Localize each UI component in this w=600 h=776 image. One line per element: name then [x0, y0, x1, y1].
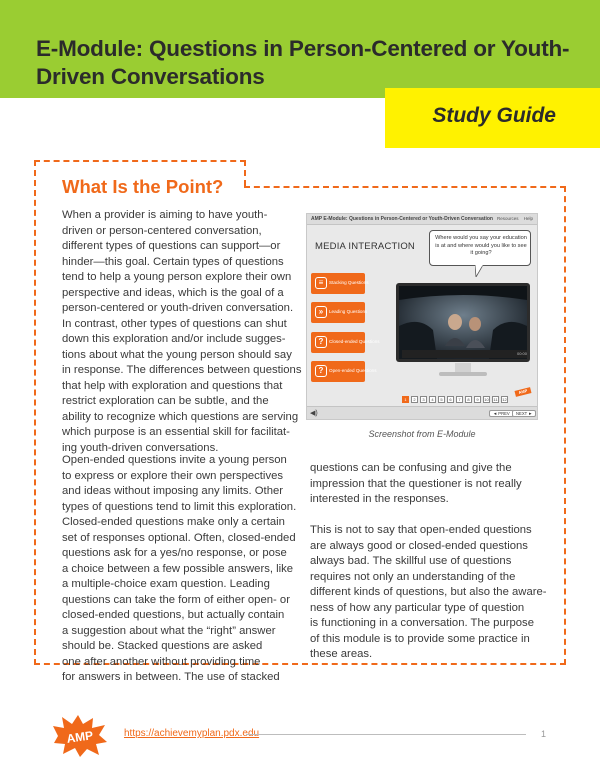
menu-label: Leading Questions: [329, 309, 368, 314]
text-line: driven or person-centered conversation,: [62, 224, 262, 237]
video-frame: [399, 286, 527, 359]
text-line: In contrast, other types of questions can shut: [62, 317, 287, 330]
monitor-frame: [396, 283, 530, 362]
text-line: ing youth-driven conversations.: [62, 441, 219, 454]
resources-link: Resources: [496, 216, 519, 221]
text-line: types of questions tend to limit this exploration.: [62, 500, 297, 513]
text-line: in response. The differences between questions: [62, 364, 302, 376]
text-line: restrict exploration can be subtle, and the: [62, 395, 269, 407]
text-line: ability to recognize which questions are serving: [62, 410, 299, 423]
text-line: questions can take the form of either open- or: [62, 593, 290, 606]
menu-label: Closed-ended Questions: [329, 339, 380, 344]
amp-mini-logo: AMP: [515, 387, 532, 397]
text-line: which purpose is an essential skill for facilitat-: [62, 426, 290, 438]
text-line: of this module is to provide some practice in: [310, 632, 530, 645]
page-square: 4: [429, 396, 436, 403]
stacking-icon: ≡: [315, 277, 327, 289]
dashed-border-right: [564, 186, 566, 665]
dashed-border-top-right: [244, 186, 566, 188]
text-line: This is not to say that open-ended questions: [310, 524, 532, 536]
screenshot-links: [493, 216, 533, 221]
page-number: 1: [541, 729, 547, 739]
text-line: questions can be confusing and give the: [310, 462, 512, 474]
stacked-questions-paragraph: [310, 461, 550, 508]
text-line: a multiple-choice exam question. Leading: [62, 578, 270, 590]
study-guide-band: [385, 88, 600, 148]
website-link[interactable]: https://achievemyplan.pdx.edu: [124, 728, 260, 739]
text-line: interested in the responses.: [310, 493, 449, 505]
amp-logo: [52, 714, 108, 758]
page-square: 9: [474, 396, 481, 403]
intro-paragraph: [62, 208, 302, 456]
menu-stacking-questions: [311, 273, 369, 294]
text-line: a choice between a few possible answers, like: [62, 562, 294, 575]
bubble-tail-icon: [475, 265, 483, 277]
text-line: a suggestion about what the “right” answer: [62, 624, 276, 637]
closed-question-icon: ?: [315, 336, 327, 348]
question-types-paragraph: [62, 453, 302, 686]
speaker-icon: ◀): [310, 410, 318, 417]
document-title: E-Module: Questions in Person-Centered or Youth-Driven Conversations: [36, 36, 570, 89]
text-line: closed-ended questions, but actually contain: [62, 609, 285, 621]
text-line: tions about what the young person should say: [62, 348, 292, 361]
purpose-paragraph: [310, 523, 550, 663]
page-square: 8: [465, 396, 472, 403]
car-interior-video-icon: [399, 286, 527, 359]
page-square: 11: [493, 397, 498, 402]
page-square: 6: [447, 396, 454, 403]
study-guide-label: Study Guide: [432, 104, 556, 127]
page-square: 3: [420, 396, 427, 403]
text-line: Open-ended questions invite a young person: [62, 454, 287, 466]
menu-leading-questions: [311, 302, 368, 323]
text-line: are always good or closed-ended questions: [310, 539, 528, 552]
text-line: these areas.: [310, 648, 373, 660]
text-line: requires not only an understanding of the: [310, 570, 516, 583]
text-line: impression that the questioner is not really: [310, 477, 522, 490]
open-question-icon: ?: [315, 365, 327, 377]
screenshot-footer-bar: [307, 406, 537, 419]
text-line: hinder—this goal. Certain types of questions: [62, 255, 284, 268]
header-band: [0, 0, 600, 98]
page-square: 1: [402, 396, 409, 403]
text-line: different kinds of questions, but also the aware-: [310, 586, 547, 598]
text-line: person-centered or youth-driven conversation.: [62, 302, 294, 314]
text-line: different types of questions can support—or: [62, 240, 281, 252]
dashed-border-step: [244, 160, 246, 186]
text-line: down this exploration and/or include sugges-: [62, 333, 286, 345]
text-line: ness of how any particular type of question: [310, 601, 525, 614]
page-square: 12: [502, 397, 507, 402]
dashed-border-left: [34, 160, 36, 665]
section-heading: What Is the Point?: [62, 176, 224, 197]
monitor-base: [439, 372, 487, 376]
text-line: that help with exploration and questions that: [62, 379, 283, 392]
text-line: always bad. The skillful use of questions: [310, 555, 512, 567]
text-line: is functioning in a conversation. The purpose: [310, 617, 534, 629]
svg-text:AMP: AMP: [65, 728, 95, 746]
footer-divider: [246, 734, 526, 735]
video-controls: [402, 350, 527, 358]
screenshot-title: AMP E-Module: Questions in Person-Centered or Youth-Driven Conversation: [311, 216, 493, 222]
media-interaction-label: MEDIA INTERACTION: [315, 241, 415, 252]
page-square: 10: [484, 397, 489, 402]
leading-icon: »: [315, 306, 327, 318]
page-square: 5: [438, 396, 445, 403]
menu-closed-ended-questions: [311, 332, 380, 353]
page-square: 2: [411, 396, 418, 403]
menu-open-ended-questions: [311, 361, 377, 382]
page-square: 7: [456, 396, 463, 403]
help-link: Help: [523, 216, 533, 221]
menu-label: Stacking Questions: [329, 280, 369, 285]
menu-label: Open-ended Questions: [329, 368, 377, 373]
text-line: for answers in between. The use of stacked: [62, 671, 280, 683]
text-line: one after another without providing time: [62, 655, 261, 668]
text-line: When a provider is aiming to have youth-: [62, 209, 268, 221]
bubble-text: Where would you say your education is at and where would you like to see it going?: [435, 235, 527, 256]
text-line: tend to help a young person explore their own: [62, 271, 292, 283]
text-line: and ideas without imposing any limits. Other: [62, 485, 284, 497]
dashed-border-top: [34, 160, 246, 162]
emodule-screenshot: [306, 213, 538, 420]
text-line: Closed-ended questions make only a certain: [62, 516, 285, 528]
speech-bubble: [429, 230, 531, 266]
text-line: questions ask for a yes/no response, or pose: [62, 547, 287, 559]
text-line: should be. Stacked questions are asked: [62, 640, 263, 652]
text-line: perspective and ideas, which is the goal of a: [62, 286, 284, 299]
text-line: set of responses optional. Often, closed-ended: [62, 531, 296, 544]
prev-button: ◄ PREV: [489, 410, 514, 417]
next-button: NEXT ►: [512, 410, 536, 417]
text-line: to express or explore their own perspectives: [62, 469, 284, 482]
screenshot-caption: Screenshot from E-Module: [368, 429, 476, 439]
screenshot-title-bar: [307, 214, 537, 225]
video-time: 00:00: [516, 351, 527, 356]
